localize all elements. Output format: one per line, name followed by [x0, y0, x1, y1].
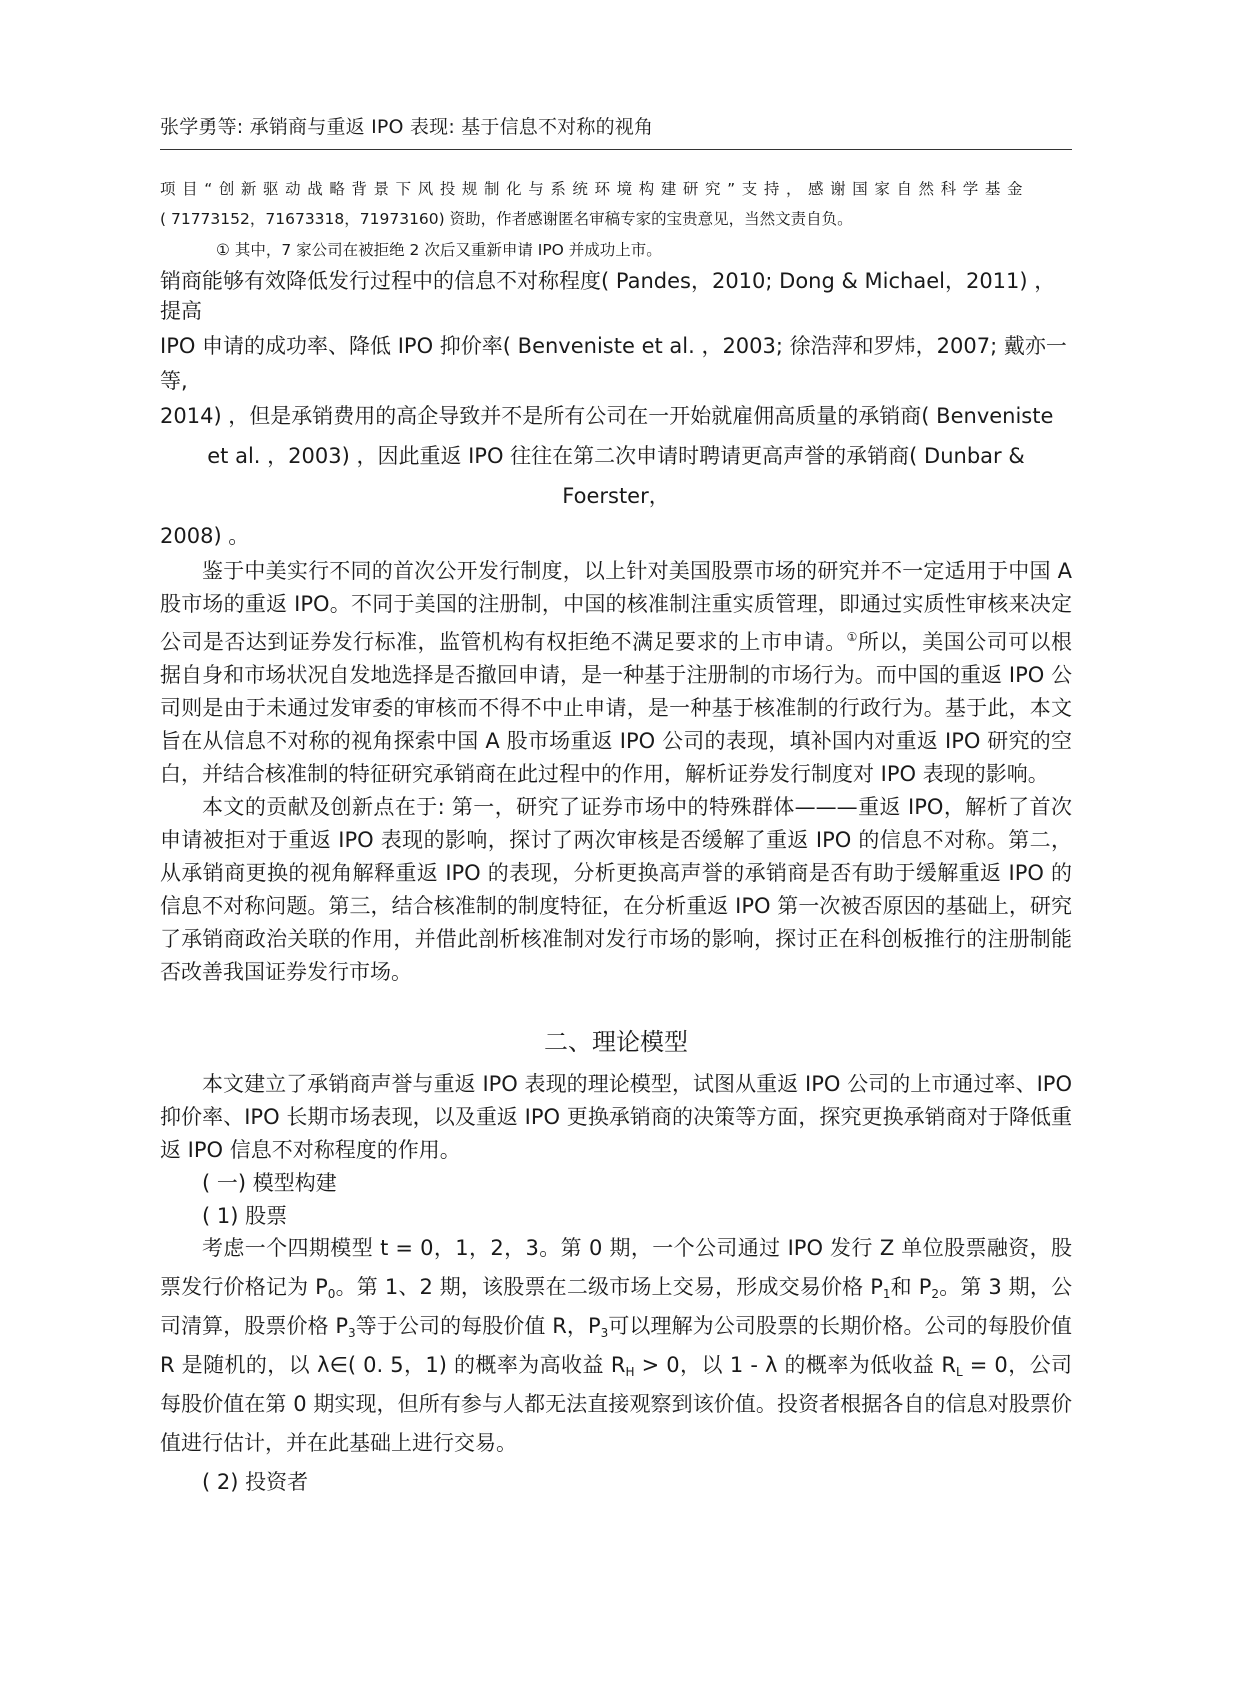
- funding-note: [160, 174, 1072, 234]
- paragraph: 本文建立了承销商声誉与重返 IPO 表现的理论模型，试图从重返 IPO 公司的上市通过率、IPO 抑价率、IPO 长期市场表现，以及重返 IPO 更换承销商的决策等方面，探究更换承销商对于降低重返 IPO 信息不对称程度的作用。: [160, 1072, 1072, 1162]
- subscript: 3: [348, 1326, 356, 1340]
- subscript: H: [625, 1365, 635, 1379]
- subscript: 1: [882, 1287, 891, 1301]
- text: = 0，公司每股价值在第 0 期实现，但所有参与人都无法直接观察到该价值。投资者根据各自的信息对股票价值进行估计，并在此基础上进行交易。: [160, 1353, 1072, 1455]
- header-rule: [160, 149, 1072, 150]
- paragraph: [160, 555, 1072, 791]
- text-line: 2008) 。: [160, 524, 250, 548]
- funding-note-line: 项目“创新驱动战略背景下风投规制化与系统环境构建研究”支持，感谢国家自然科学基金: [160, 180, 1030, 198]
- text: > 0，以 1 - λ 的概率为低收益 R: [634, 1353, 956, 1377]
- text-line: et al. ，2003) ，因此重返 IPO 往往在第二次申请时聘请更高声誉的承销商( Dunbar &: [207, 444, 1025, 468]
- text-line: Foerster，: [562, 484, 670, 508]
- footnote-mark: ①: [846, 630, 858, 644]
- text: 考虑一个四期模型 t = 0，1，2，3。第 0 期，一个公司通过 IPO 发行 Z 单位股票融资，股票发行价格记为 P: [160, 1236, 1072, 1299]
- subsection-heading: ( 1) 股票: [202, 1204, 288, 1228]
- subsection-heading: ( 2) 投资者: [202, 1470, 309, 1494]
- subscript: 2: [931, 1287, 940, 1301]
- paragraph-text: 鉴于中美实行不同的首次公开发行制度，以上针对美国股票市场的研究并不一定适用于中国 A 股市场的重返 IPO。不同于美国的注册制，中国的核准制注重实质管理，即通过实质性审核来决定公司是否达到证券发行标准，监管机构有权拒绝不满足要求的上市申请。: [160, 559, 1072, 654]
- text: 。第 3 期，公司清算，股票价格 P: [160, 1275, 1072, 1338]
- funding-note-line: ( 71773152，71673318，71973160) 资助，作者感谢匿名审稿专家的宝贵意见，当然文责自负。: [160, 210, 853, 228]
- subsection-heading: ( 一) 模型构建: [202, 1171, 337, 1195]
- model-text: [160, 1229, 1072, 1502]
- text: 可以理解为公司股票的长期价格。公司的每股价值 R 是随机的，以 λ∈( 0. 5，1) 的概率为高收益 R: [160, 1314, 1072, 1377]
- continued-paragraph: [160, 266, 1072, 556]
- subscript: 0: [327, 1287, 336, 1301]
- paragraph-text: 所以，美国公司可以根据自身和市场状况自发地选择是否撤回申请，是一种基于注册制的市场行为。而中国的重返 IPO 公司则是由于未通过发审委的审核而不得不中止申请，是一种基于核准制的行政行为。基于此，本文旨在从信息不对称的视角探索中国 A 股市场重返 IPO 公司的表现，填补国内对重返 IPO 研究的空白，并结合核准制的特征研究承销商在此过程中的作用，解析证券发行制度对 IPO 表现的影响。: [160, 630, 1072, 786]
- paragraph: [160, 1229, 1072, 1463]
- text-line: IPO 申请的成功率、降低 IPO 抑价率( Benveniste et al. ，2003; 徐浩萍和罗炜，2007; 戴亦一: [160, 334, 1067, 358]
- body-text: [160, 555, 1072, 989]
- subscript: 3: [600, 1326, 609, 1340]
- section-title: 二、理论模型: [544, 1028, 688, 1056]
- paragraph: 本文的贡献及创新点在于: 第一，研究了证券市场中的特殊群体———重返 IPO，解析了首次申请被拒对于重返 IPO 表现的影响，探讨了两次审核是否缓解了重返 IPO 的信息不对称。第二，从承销商更换的视角解释重返 IPO 的表现，分析更换高声誉的承销商是否有助于缓解重返 IPO 的信息不对称问题。第三，结合核准制的制度特征，在分析重返 IPO 第一次被否原因的基础上，研究了承销商政治关联的作用，并借此剖析核准制对发行市场的影响，探讨正在科创板推行的注册制能否改善我国证券发行市场。: [160, 795, 1072, 984]
- text: 和 P: [890, 1275, 932, 1299]
- section-body: [160, 1068, 1072, 1233]
- footnote: ① 其中，7 家公司在被拒绝 2 次后又重新申请 IPO 并成功上市。: [216, 241, 662, 259]
- text-line: 提高: [160, 299, 202, 323]
- text-line: 2014) ，但是承销费用的高企导致并不是所有公司在一开始就雇佣高质量的承销商( Benveniste: [160, 404, 1054, 428]
- subscript: L: [956, 1365, 963, 1379]
- running-header: 张学勇等: 承销商与重返 IPO 表现: 基于信息不对称的视角: [160, 116, 654, 138]
- text-line: 销商能够有效降低发行过程中的信息不对称程度( Pandes，2010; Dong & Michael，2011) ，: [160, 269, 1056, 293]
- text: 等于公司的每股价值 R，P: [355, 1314, 601, 1338]
- text-line: 等,: [160, 369, 188, 393]
- text: 。第 1、2 期，该股票在二级市场上交易，形成交易价格 P: [335, 1275, 883, 1299]
